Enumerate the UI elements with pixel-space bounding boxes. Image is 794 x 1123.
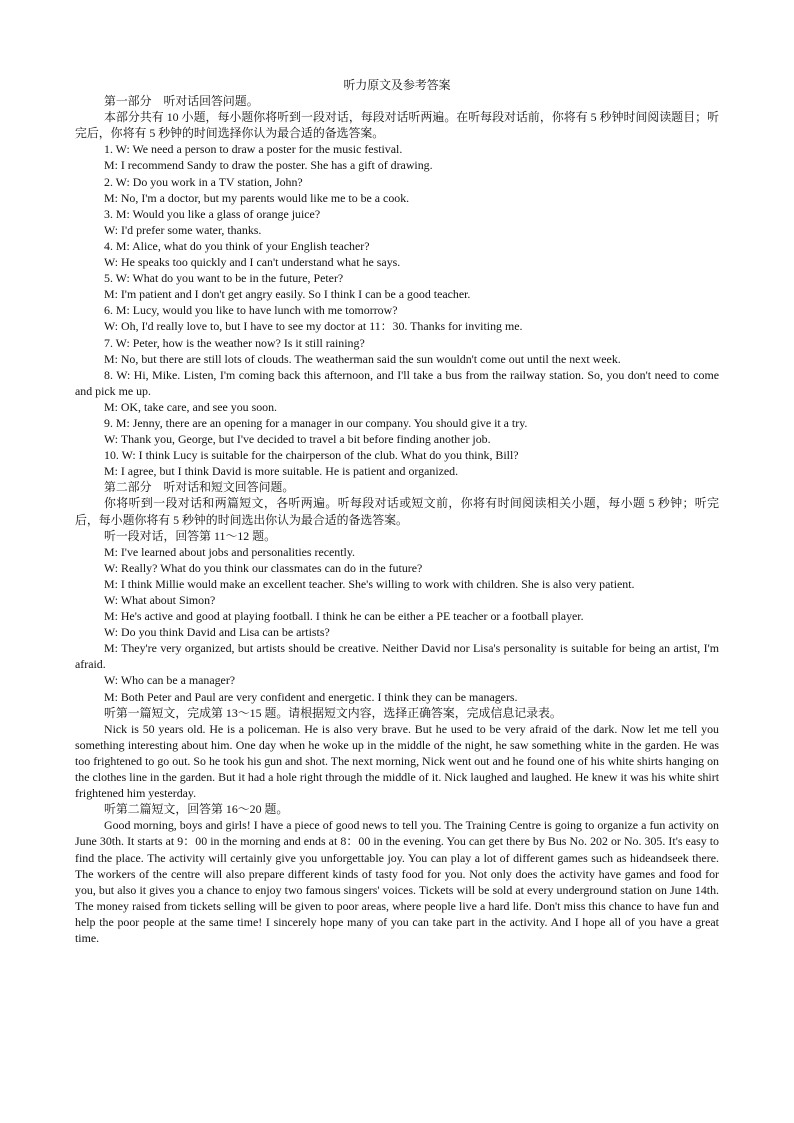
- dialogue-line: M: I agree, but I think David is more suitable. He is patient and organized.: [104, 464, 459, 479]
- passage-one-instruction: 听第一篇短文，完成第 13～15 题。请根据短文内容，选择正确答案，完成信息记录表。: [104, 705, 562, 720]
- dialogue-line: W: Thank you, George, but I've decided to travel a bit before finding another job.: [104, 432, 491, 447]
- dialogue-line: 6. M: Lucy, would you like to have lunch with me tomorrow?: [104, 303, 398, 318]
- dialogue-line: W: Do you think David and Lisa can be artists?: [104, 625, 330, 640]
- passage-two-instruction: 听第二篇短文，回答第 16～20 题。: [104, 802, 289, 817]
- document-body: [75, 77, 719, 946]
- dialogue-line: 10. W: I think Lucy is suitable for the chairperson of the club. What do you think, Bill?: [104, 448, 519, 463]
- dialogue-line: W: Who can be a manager?: [104, 673, 236, 688]
- section-two-heading: 第二部分 听对话和短文回答问题。: [104, 480, 295, 495]
- dialogue-line: 3. M: Would you like a glass of orange juice?: [104, 206, 321, 221]
- dialogue-line: M: I'm patient and I don't get angry easily. So I think I can be a good teacher.: [104, 287, 471, 302]
- dialogue-line: M: OK, take care, and see you soon.: [104, 399, 278, 414]
- passage-two-text: Good morning, boys and girls! I have a piece of good news to tell you. The Training Centre is going to organize a fun activity on June 30th. It starts at 9：00 in the morning and ends at 8：00 in the evening. You can get there by Bus No. 202 or No. 305. It's easy to find the place. The activity will certainly give you unforgettable joy. You can play a lot of different games such as hideandseek there. The workers of the centre will also prepare different kinds of tasty food for you. Not only does the activity have games and food for you, but also it gives you a chance to enjoy two famous singers' voices. Tickets will be sold at every underground station on June 14th. The money raised from tickets selling will be given to poor areas, where people live a hard life. Don't miss this chance to have fun and help the poor people at the same time! I sincerely hope many of you can take part in the activity. And I hope all of you have a great time.: [75, 818, 719, 945]
- section-two-instructions: 你将听到一段对话和两篇短文，各听两遍。听每段对话或短文前，你将有时间阅读相关小题，每小题 5 秒钟；听完后，每小题你将有 5 秒钟的时间选出你认为最合适的备选答案。: [75, 496, 719, 527]
- dialogue-line: W: Oh, I'd really love to, but I have to see my doctor at 11：30. Thanks for inviting me.: [104, 319, 523, 334]
- dialogue-line: W: Really? What do you think our classmates can do in the future?: [104, 560, 423, 575]
- dialogue-line: M: I think Millie would make an excellent teacher. She's willing to work with children. She is also very patient.: [104, 576, 635, 591]
- dialogue-line: 5. W: What do you want to be in the future, Peter?: [104, 271, 344, 286]
- dialogue-instruction: 听一段对话，回答第 11～12 题。: [104, 528, 276, 543]
- dialogue-line: M: They're very organized, but artists should be creative. Neither David nor Lisa's personality is suitable for being an artist, I'm afraid.: [75, 641, 719, 672]
- section-one-instructions: 本部分共有 10 小题，每小题你将听到一段对话，每段对话听两遍。在听每段对话前，你将有 5 秒钟时间阅读题目；听完后，你将有 5 秒钟的时间选择你认为最合适的备选答案。: [75, 110, 719, 141]
- dialogue-line: W: What about Simon?: [104, 593, 216, 607]
- dialogue-line: M: No, I'm a doctor, but my parents would like me to be a cook.: [104, 190, 410, 205]
- dialogue-line: M: He's active and good at playing football. I think he can be either a PE teacher or a football player.: [104, 609, 584, 624]
- dialogue-line: 1. W: We need a person to draw a poster for the music festival.: [104, 142, 403, 157]
- document-title: 听力原文及参考答案: [343, 78, 451, 92]
- dialogue-line: W: I'd prefer some water, thanks.: [104, 222, 262, 237]
- passage-one-text: Nick is 50 years old. He is a policeman. He is also very brave. But he used to be very afraid of the dark. Now let me tell you something interesting about him. One day when he woke up in the middle of the night, he saw something white in the garden. He was too frightened to go out. So he took his gun and shot. The next morning, Nick went out and he found one of his white shirts hanging on the clothes line in the garden. But it had a hole right through the middle of it. Nick laughed and laughed. He knew it was his white shirt frightened him yesterday.: [75, 721, 719, 801]
- dialogue-line: M: I recommend Sandy to draw the poster. She has a gift of drawing.: [104, 158, 433, 173]
- dialogue-line: W: He speaks too quickly and I can't understand what he says.: [104, 255, 401, 270]
- dialogue-line: 4. M: Alice, what do you think of your English teacher?: [104, 238, 370, 253]
- dialogue-line: 8. W: Hi, Mike. Listen, I'm coming back this afternoon, and I'll take a bus from the railway station. So, you don't need to come and pick me up.: [75, 367, 719, 398]
- dialogue-line: M: No, but there are still lots of clouds. The weatherman said the sun wouldn't come out until the next week.: [104, 351, 621, 366]
- dialogue-line: 9. M: Jenny, there are an opening for a manager in our company. You should give it a try.: [104, 415, 528, 430]
- dialogue-line: M: Both Peter and Paul are very confident and energetic. I think they can be managers.: [104, 689, 518, 704]
- dialogue-line: M: I've learned about jobs and personalities recently.: [104, 544, 355, 559]
- dialogue-line: 2. W: Do you work in a TV station, John?: [104, 174, 303, 189]
- dialogue-line: 7. W: Peter, how is the weather now? Is it still raining?: [104, 335, 365, 350]
- section-one-heading: 第一部分 听对话回答问题。: [104, 94, 259, 109]
